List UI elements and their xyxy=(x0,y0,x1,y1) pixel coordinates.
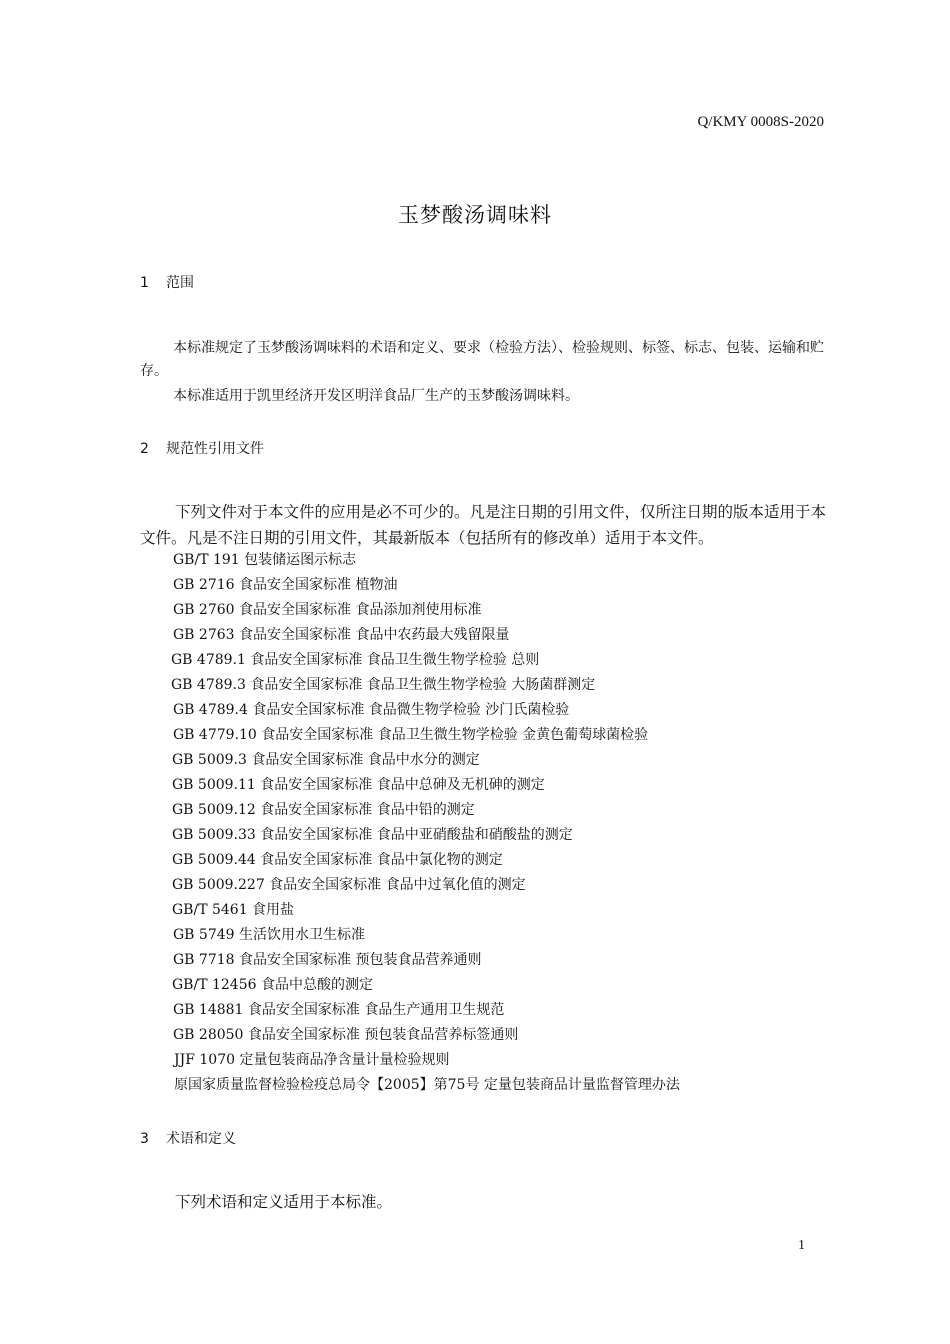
page-number: 1 xyxy=(798,1238,805,1253)
section-1-heading xyxy=(140,272,194,292)
reference-item: GB 5009.12 食品安全国家标准 食品中铅的测定 xyxy=(172,802,475,818)
section-3-heading xyxy=(140,1128,236,1148)
scope-paragraph-2: 本标准适用于凯里经济开发区明洋食品厂生产的玉梦酸汤调味料。 xyxy=(173,388,579,404)
section-2-heading xyxy=(140,438,264,458)
reference-item: GB 5009.33 食品安全国家标准 食品中亚硝酸盐和硝酸盐的测定 xyxy=(172,827,573,843)
reference-item: GB 4789.4 食品安全国家标准 食品微生物学检验 沙门氏菌检验 xyxy=(173,702,570,718)
reference-item: GB 2760 食品安全国家标准 食品添加剂使用标准 xyxy=(173,602,482,618)
reference-item: GB/T 5461 食用盐 xyxy=(172,902,295,918)
reference-item: GB 5009.3 食品安全国家标准 食品中水分的测定 xyxy=(172,752,480,768)
references-intro: 下列文件对于本文件的应用是必不可少的。凡是注日期的引用文件，仅所注日期的版本适用于本文件。凡是不注日期的引用文件，其最新版本（包括所有的修改单）适用于本文件。 xyxy=(140,503,827,547)
reference-item: 原国家质量监督检验检疫总局令【2005】第75号 定量包装商品计量监督管理办法 xyxy=(174,1077,680,1093)
section-number: 1 xyxy=(140,275,149,291)
reference-item: GB 4789.3 食品安全国家标准 食品卫生微生物学检验 大肠菌群测定 xyxy=(171,677,596,693)
section-title: 术语和定义 xyxy=(166,1131,236,1147)
reference-item: GB 2716 食品安全国家标准 植物油 xyxy=(173,577,398,593)
reference-item: GB 5009.44 食品安全国家标准 食品中氯化物的测定 xyxy=(172,852,503,868)
reference-item: JJF 1070 定量包装商品净含量计量检验规则 xyxy=(174,1052,450,1068)
section-number: 3 xyxy=(140,1131,149,1147)
section-number: 2 xyxy=(140,441,149,457)
reference-item: GB 2763 食品安全国家标准 食品中农药最大残留限量 xyxy=(173,627,510,643)
reference-item: GB 5009.11 食品安全国家标准 食品中总砷及无机砷的测定 xyxy=(172,777,545,793)
standard-number: Q/KMY 0008S-2020 xyxy=(697,114,824,130)
document-title: 玉梦酸汤调味料 xyxy=(398,203,552,227)
reference-item: GB 7718 食品安全国家标准 预包装食品营养通则 xyxy=(173,952,482,968)
reference-item: GB 4789.1 食品安全国家标准 食品卫生微生物学检验 总则 xyxy=(171,652,540,668)
reference-item: GB/T 12456 食品中总酸的测定 xyxy=(172,977,373,993)
section-title: 范围 xyxy=(166,275,194,291)
scope-paragraph-1: 本标准规定了玉梦酸汤调味料的术语和定义、要求（检验方法）、检验规则、标签、标志、包装、运输和贮存。 xyxy=(140,340,824,379)
reference-item: GB 28050 食品安全国家标准 预包装食品营养标签通则 xyxy=(173,1027,519,1043)
reference-item: GB/T 191 包装储运图示标志 xyxy=(173,552,357,568)
section-title: 规范性引用文件 xyxy=(166,441,264,457)
terms-intro: 下列术语和定义适用于本标准。 xyxy=(175,1193,393,1211)
reference-item: GB 5749 生活饮用水卫生标准 xyxy=(173,927,366,943)
reference-item: GB 5009.227 食品安全国家标准 食品中过氧化值的测定 xyxy=(172,877,526,893)
reference-item: GB 4779.10 食品安全国家标准 食品卫生微生物学检验 金黄色葡萄球菌检验 xyxy=(173,727,649,743)
reference-item: GB 14881 食品安全国家标准 食品生产通用卫生规范 xyxy=(173,1002,505,1018)
